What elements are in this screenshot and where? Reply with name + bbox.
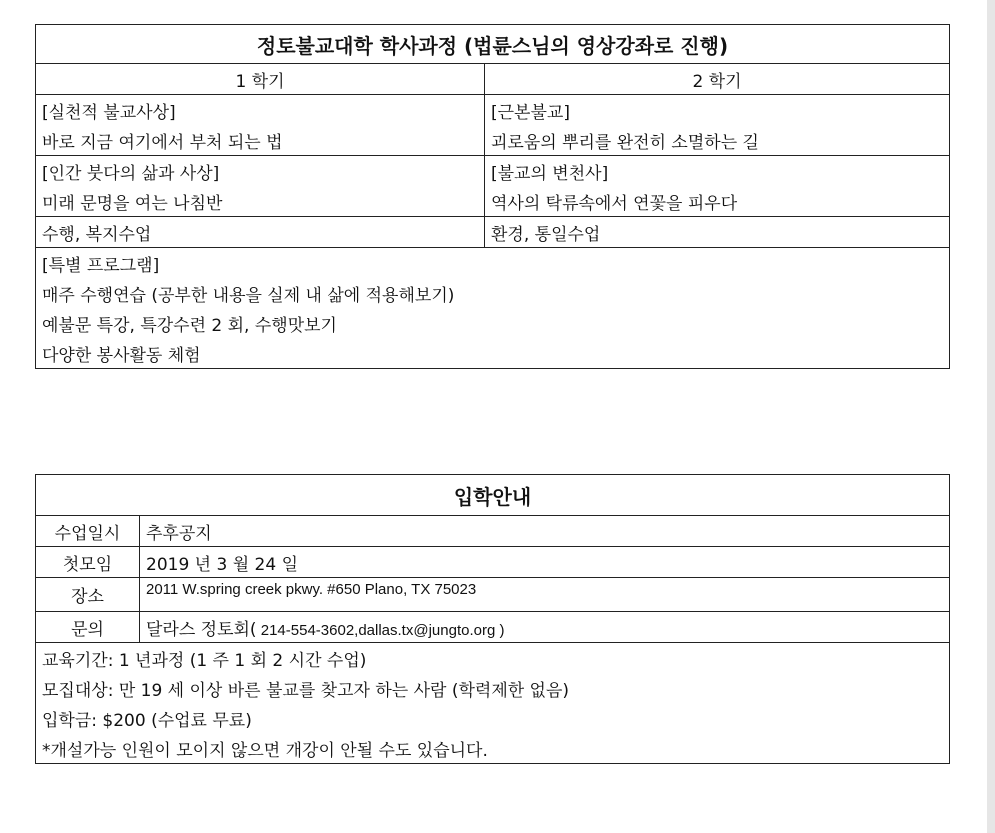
course-title: [불교의 변천사]	[485, 156, 950, 187]
special-program-item: 매주 수행연습 (공부한 내용을 실제 내 삶에 적용해보기)	[36, 278, 950, 308]
disclaimer-note: *개설가능 인원이 모이지 않으면 개강이 안될 수도 있습니다.	[36, 733, 950, 764]
class-schedule-label: 수업일시	[36, 516, 140, 547]
course-title: [인간 붓다의 삶과 사상]	[36, 156, 485, 187]
curriculum-table	[35, 24, 950, 369]
first-meeting-label: 첫모임	[36, 547, 140, 578]
semester-1-header: 1 학기	[36, 64, 485, 95]
course-description: 역사의 탁류속에서 연꽃을 피우다	[485, 186, 950, 217]
special-program-title: [특별 프로그램]	[36, 248, 950, 279]
course-description: 바로 지금 여기에서 부처 되는 법	[36, 125, 485, 156]
practice-class-left: 수행, 복지수업	[36, 217, 485, 248]
scrollbar[interactable]	[987, 0, 995, 833]
contact-details: 214-554-3602,dallas.tx@jungto.org )	[256, 621, 505, 639]
semester-2-header: 2 학기	[485, 64, 950, 95]
admission-table	[35, 474, 950, 764]
class-schedule-value: 추후공지	[140, 516, 950, 547]
course-description: 괴로움의 뿌리를 완전히 소멸하는 길	[485, 125, 950, 156]
contact-value	[140, 612, 950, 643]
course-description: 미래 문명을 여는 나침반	[36, 186, 485, 217]
education-period-note: 교육기간: 1 년과정 (1 주 1 회 2 시간 수업)	[36, 643, 950, 674]
tuition-note: 입학금: $200 (수업료 무료)	[36, 703, 950, 733]
location-label: 장소	[36, 578, 140, 612]
location-value: 2011 W.spring creek pkwy. #650 Plano, TX 75023	[140, 578, 950, 612]
contact-label: 문의	[36, 612, 140, 643]
course-title: [근본불교]	[485, 95, 950, 126]
contact-office: 달라스 정토회(	[146, 619, 257, 640]
eligibility-note: 모집대상: 만 19 세 이상 바른 불교를 찾고자 하는 사람 (학력제한 없음)	[36, 673, 950, 703]
curriculum-title: 정토불교대학 학사과정 (법륜스님의 영상강좌로 진행)	[36, 25, 950, 64]
admission-title: 입학안내	[36, 475, 950, 516]
special-program-item: 다양한 봉사활동 체험	[36, 338, 950, 369]
special-program-item: 예불문 특강, 특강수련 2 회, 수행맛보기	[36, 308, 950, 338]
practice-class-right: 환경, 통일수업	[485, 217, 950, 248]
course-title: [실천적 불교사상]	[36, 95, 485, 126]
first-meeting-value: 2019 년 3 월 24 일	[140, 547, 950, 578]
